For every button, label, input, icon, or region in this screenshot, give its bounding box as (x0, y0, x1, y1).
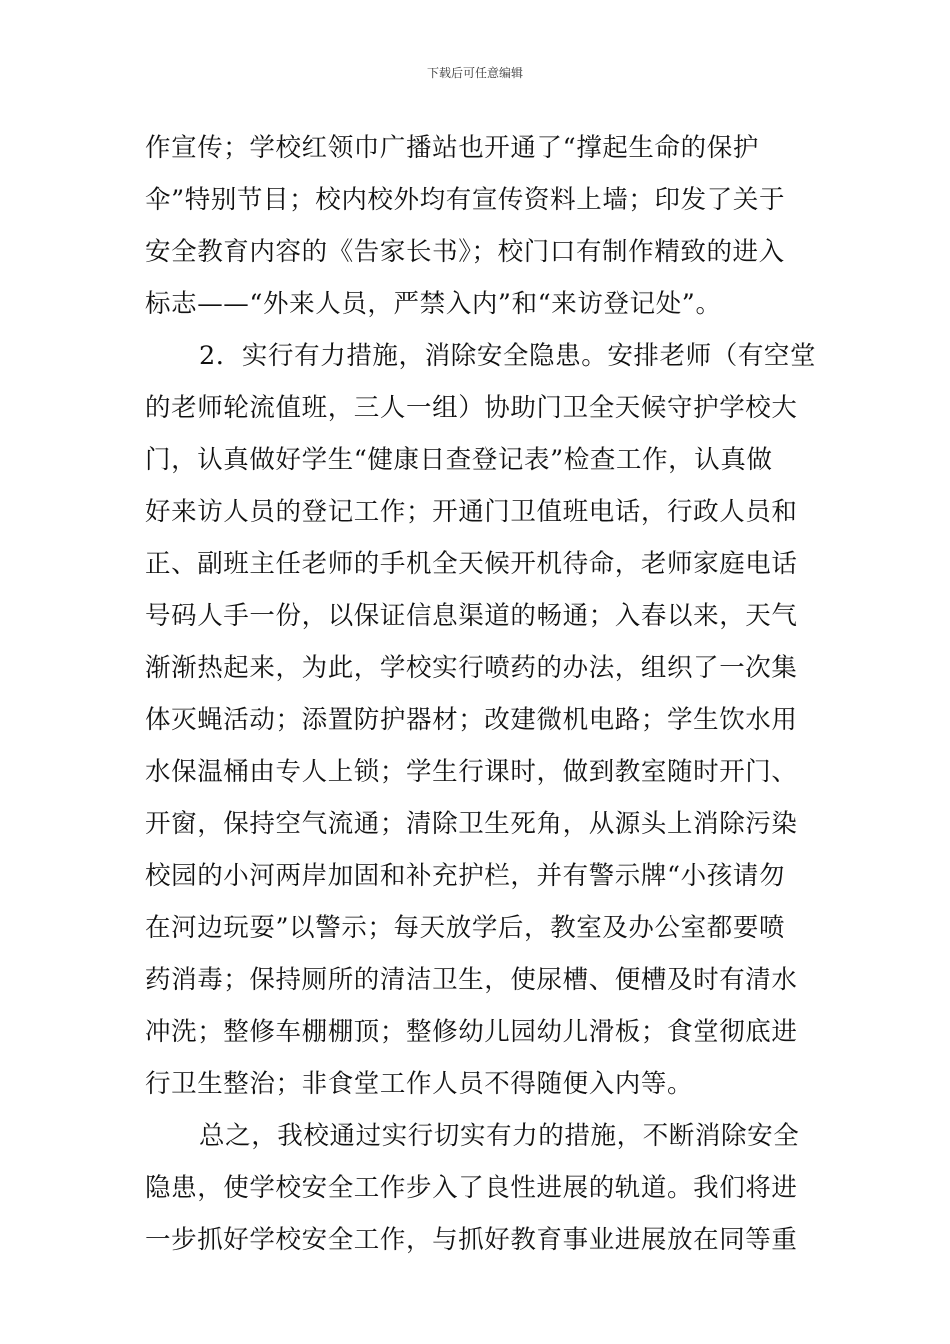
text-line: 正、副班主任老师的手机全天候开机待命，老师家庭电话 (145, 549, 798, 579)
text-line: 的老师轮流值班，三人一组）协助门卫全天候守护学校大 (145, 393, 798, 423)
text-line: 号码人手一份，以保证信息渠道的畅通；入春以来，天气 (145, 601, 798, 631)
document-body (145, 122, 817, 1266)
text-line: 门，认真做好学生“健康日查登记表”检查工作，认真做 (145, 445, 773, 475)
text-line: 一步抓好学校安全工作，与抓好教育事业进展放在同等重 (145, 1225, 798, 1255)
text-line: 药消毒；保持厕所的清洁卫生，使尿槽、便槽及时有清水 (145, 965, 798, 995)
text-line: 隐患，使学校安全工作步入了良性进展的轨道。我们将进 (145, 1173, 798, 1203)
text-line: 安全教育内容的《告家长书》；校门口有制作精致的进入 (145, 237, 785, 267)
text-line: 在河边玩耍”以警示；每天放学后，教室及办公室都要喷 (145, 913, 786, 943)
page-header: 下载后可任意编辑 (426, 66, 523, 80)
text-line: 伞”特别节目；校内校外均有宣传资料上墙；印发了关于 (145, 185, 786, 215)
text-line: 冲洗；整修车棚棚顶；整修幼儿园幼儿滑板；食堂彻底进 (145, 1017, 798, 1047)
text-line: 校园的小河两岸加固和补充护栏，并有警示牌“小孩请勿 (145, 861, 786, 891)
text-line: 总之，我校通过实行切实有力的措施，不断消除安全 (199, 1121, 800, 1151)
text-line: 好来访人员的登记工作；开通门卫值班电话，行政人员和 (145, 497, 798, 527)
text-line: 2．实行有力措施，消除安全隐患。安排老师（有空堂 (199, 341, 817, 371)
text-line: 作宣传；学校红领巾广播站也开通了“撑起生命的保护 (145, 133, 759, 163)
text-line: 标志——“外来人员，严禁入内”和“来访登记处”。 (145, 289, 722, 319)
text-line: 开窗，保持空气流通；清除卫生死角，从源头上消除污染 (145, 809, 798, 839)
text-line: 行卫生整治；非食堂工作人员不得随便入内等。 (145, 1069, 694, 1099)
text-line: 体灭蝇活动；添置防护器材；改建微机电路；学生饮水用 (145, 705, 798, 735)
text-line: 渐渐热起来，为此，学校实行喷药的办法，组织了一次集 (145, 653, 798, 683)
text-line: 水保温桶由专人上锁；学生行课时，做到教室随时开门、 (145, 757, 798, 787)
